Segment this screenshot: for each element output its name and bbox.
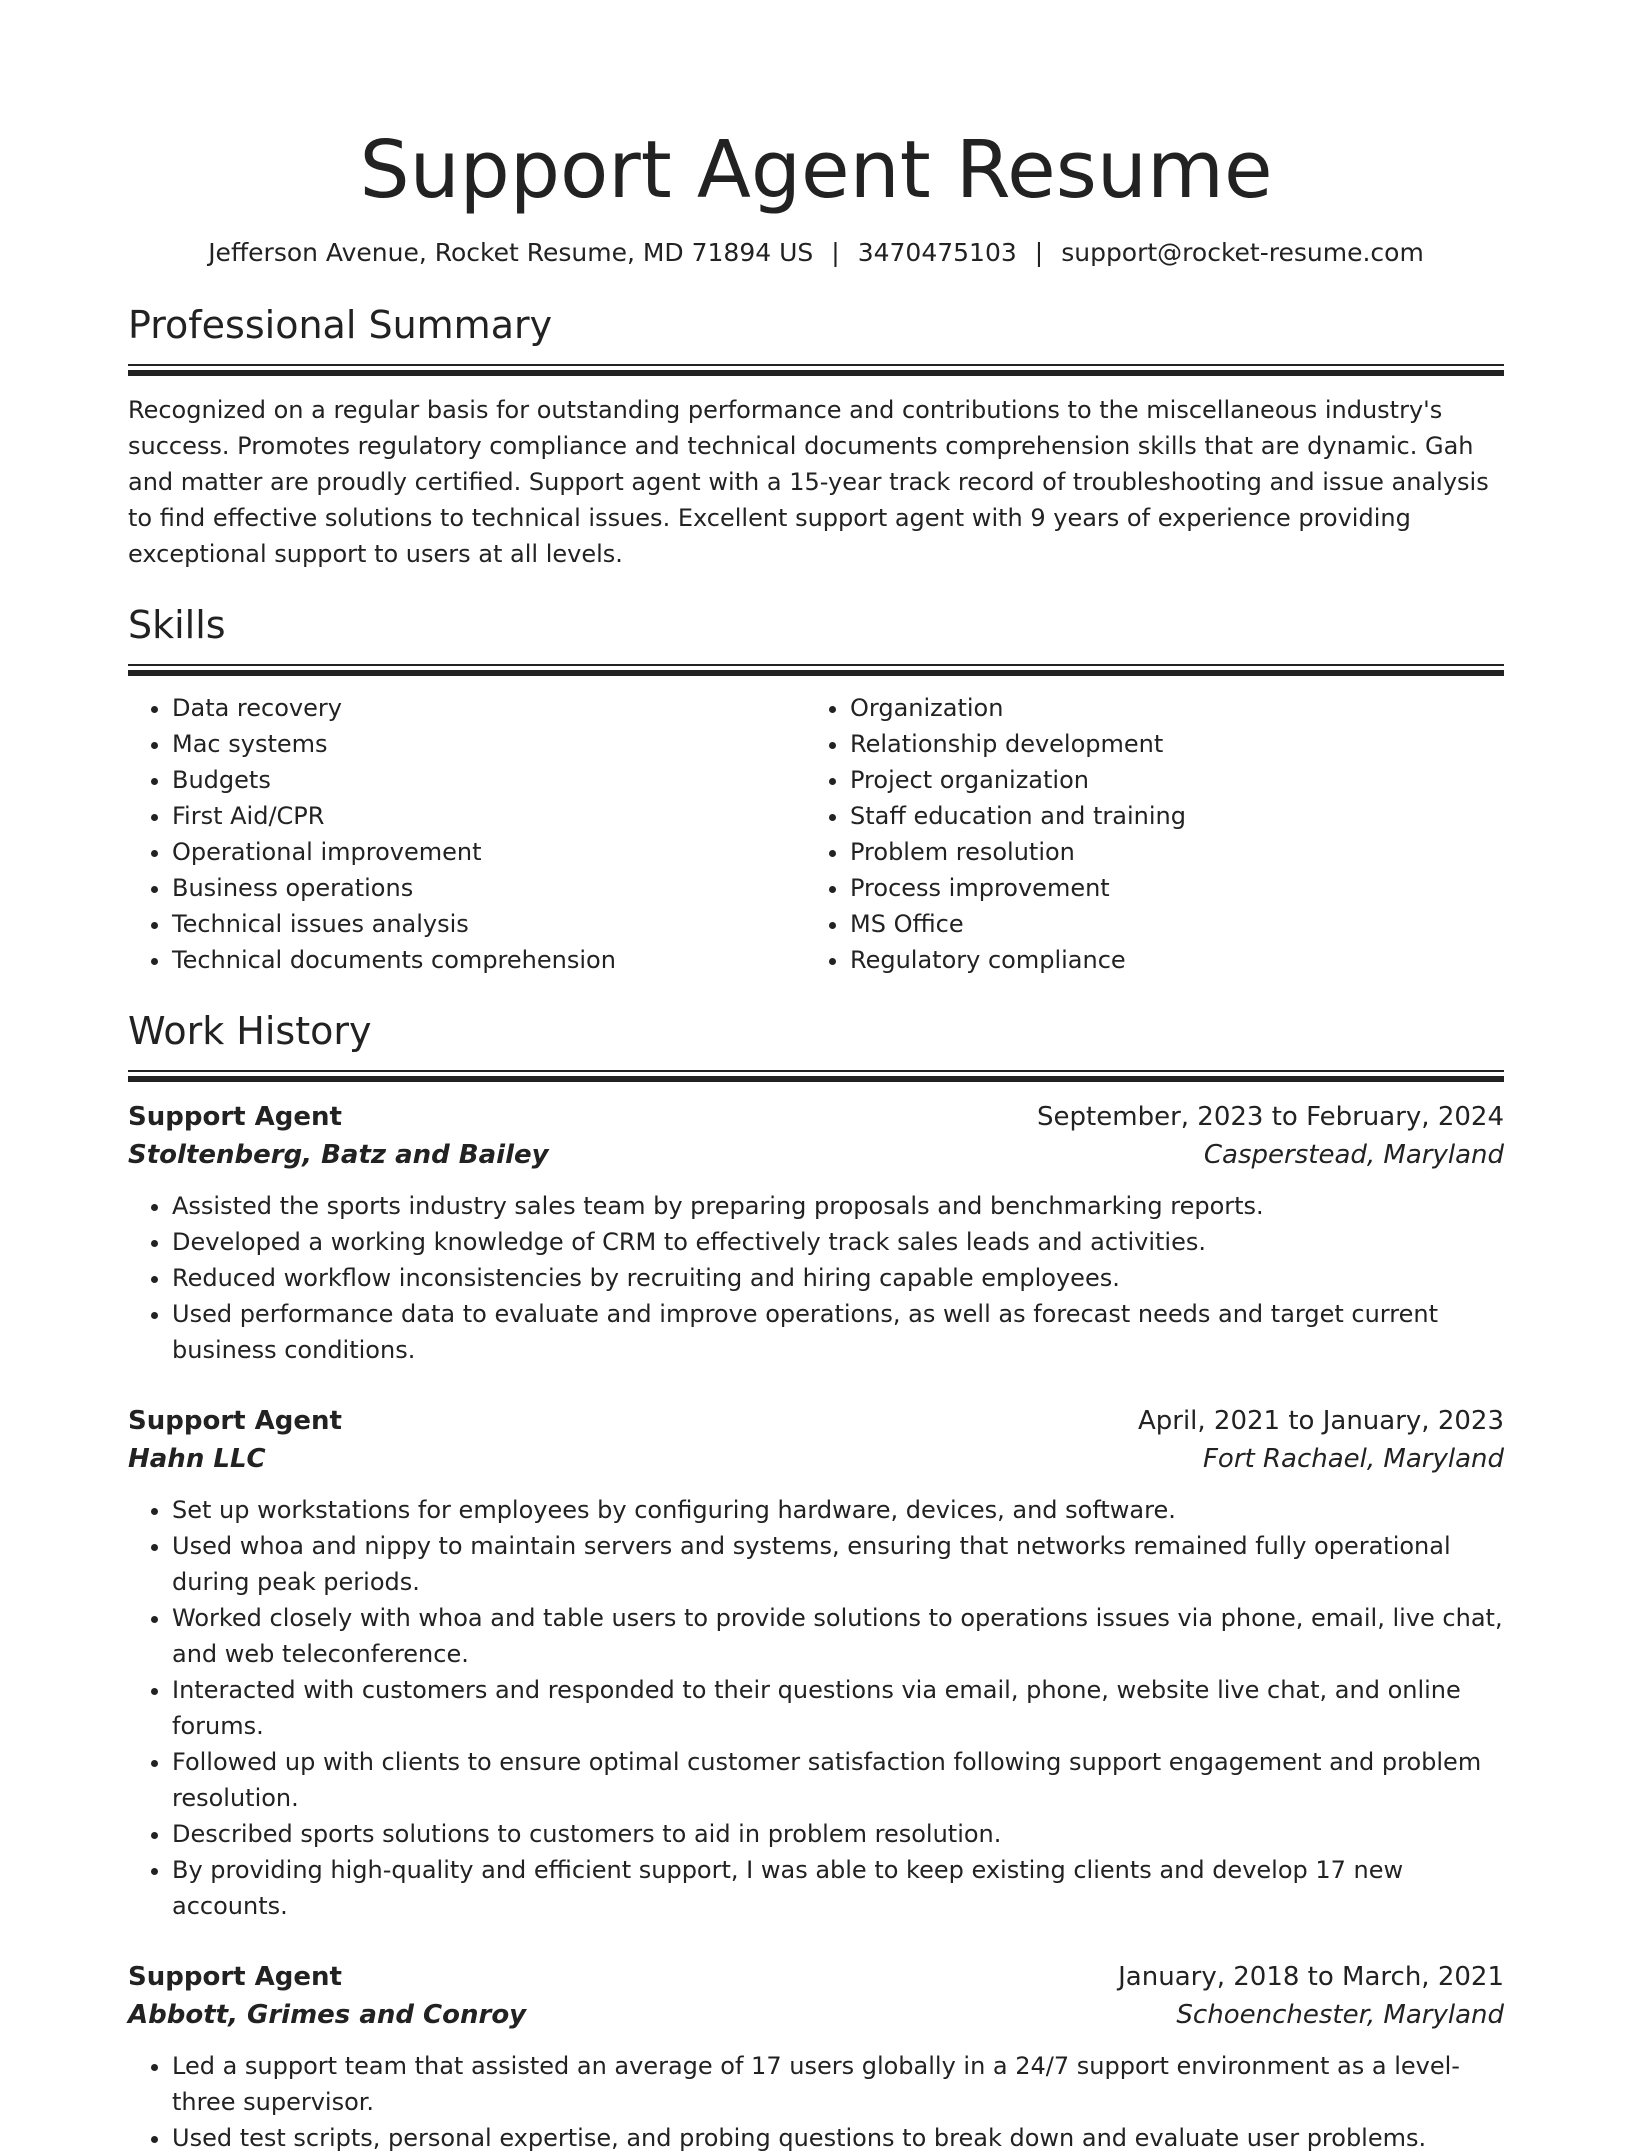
contact-line xyxy=(128,236,1504,270)
job-bullet: • Used whoa and nippy to maintain servers and systems, ensuring that networks remained fully operational during peak periods. xyxy=(172,1528,1504,1600)
job-bullets xyxy=(128,1188,1504,1368)
contact-phone: 3470475103 xyxy=(857,238,1017,267)
skill-item: • First Aid/CPR xyxy=(172,798,806,834)
contact-address: Jefferson Avenue, Rocket Resume, MD 71894 US xyxy=(208,238,814,267)
resume-page xyxy=(128,0,1504,2156)
job-title: Support Agent xyxy=(128,1962,342,1992)
skill-item: • Relationship development xyxy=(850,726,1484,762)
summary-text: Recognized on a regular basis for outstanding performance and contributions to the miscellaneous industry's success. Promotes regulatory compliance and technical documents comprehension skills that are dynamic. Gah and matter are proudly certified. Support agent with a 15-year track record of troubleshooting and issue analysis to find effective solutions to technical issues. Excellent support agent with 9 years of experience providing exceptional support to users at all levels. xyxy=(128,396,1489,568)
job-company: Abbott, Grimes and Conroy xyxy=(128,2000,527,2030)
skill-item: • Organization xyxy=(850,690,1484,726)
job-entry xyxy=(128,1402,1504,1924)
job-dates: September, 2023 to February, 2024 xyxy=(1037,1102,1504,1132)
job-title: Support Agent xyxy=(128,1406,342,1436)
job-company: Hahn LLC xyxy=(128,1444,266,1474)
summary-section xyxy=(128,300,1504,572)
contact-email: support@rocket-resume.com xyxy=(1061,238,1424,267)
job-company: Stoltenberg, Batz and Bailey xyxy=(128,1140,549,1170)
skills-section xyxy=(128,600,1504,978)
job-location: Fort Rachael, Maryland xyxy=(1202,1444,1504,1474)
job-bullets xyxy=(128,1492,1504,1924)
job-location: Schoenchester, Maryland xyxy=(1176,2000,1504,2030)
job-bullets xyxy=(128,2048,1504,2156)
contact-separator: | xyxy=(831,238,840,267)
job-bullet: • Set up workstations for employees by configuring hardware, devices, and software. xyxy=(172,1492,1504,1528)
skill-item: • Budgets xyxy=(172,762,806,798)
job-location: Casperstead, Maryland xyxy=(1203,1140,1504,1170)
job-bullet: • Developed a working knowledge of CRM to effectively track sales leads and activities. xyxy=(172,1224,1504,1260)
contact-separator: | xyxy=(1034,238,1044,267)
job-bullet: • Used test scripts, personal expertise, and probing questions to break down and evaluate user problems. xyxy=(172,2120,1504,2156)
skill-item: • MS Office xyxy=(850,906,1484,942)
job-bullet: • Followed up with clients to ensure optimal customer satisfaction following support engagement and problem resolution. xyxy=(172,1744,1504,1816)
skill-item: • Business operations xyxy=(172,870,806,906)
section-divider xyxy=(128,364,1504,374)
summary-heading: Professional Summary xyxy=(128,303,553,347)
job-bullet: • Interacted with customers and responded to their questions via email, phone, website live chat, and online forums. xyxy=(172,1672,1504,1744)
job-bullet: • Reduced workflow inconsistencies by recruiting and hiring capable employees. xyxy=(172,1260,1504,1296)
work-history-section xyxy=(128,1006,1504,2156)
job-bullet: • By providing high-quality and efficient support, I was able to keep existing clients and develop 17 new accounts. xyxy=(172,1852,1504,1924)
section-divider xyxy=(128,1070,1504,1080)
skill-item: • Data recovery xyxy=(172,690,806,726)
skills-list-right xyxy=(806,690,1484,978)
skill-item: • Problem resolution xyxy=(850,834,1484,870)
skill-item: • Process improvement xyxy=(850,870,1484,906)
skills-columns xyxy=(128,690,1504,978)
skill-item: • Staff education and training xyxy=(850,798,1484,834)
job-bullet: • Used performance data to evaluate and improve operations, as well as forecast needs and target current business conditions. xyxy=(172,1296,1504,1368)
job-bullet: • Led a support team that assisted an average of 17 users globally in a 24/7 support environment as a level-three supervisor. xyxy=(172,2048,1504,2120)
section-divider xyxy=(128,664,1504,674)
skill-item: • Technical issues analysis xyxy=(172,906,806,942)
job-title: Support Agent xyxy=(128,1102,342,1132)
job-bullet: • Assisted the sports industry sales team by preparing proposals and benchmarking reports. xyxy=(172,1188,1504,1224)
skill-item: • Operational improvement xyxy=(172,834,806,870)
resume-title: Support Agent Resume xyxy=(359,124,1273,216)
skill-item: • Project organization xyxy=(850,762,1484,798)
skill-item: • Regulatory compliance xyxy=(850,942,1484,978)
job-entry xyxy=(128,1098,1504,1368)
skill-item: • Mac systems xyxy=(172,726,806,762)
job-entry xyxy=(128,1958,1504,2156)
job-dates: April, 2021 to January, 2023 xyxy=(1137,1406,1504,1436)
job-bullet: • Described sports solutions to customers to aid in problem resolution. xyxy=(172,1816,1504,1852)
skills-heading: Skills xyxy=(128,603,226,647)
job-bullet: • Worked closely with whoa and table users to provide solutions to operations issues via phone, email, live chat, and web teleconference. xyxy=(172,1600,1504,1672)
skills-list-left xyxy=(128,690,806,978)
job-dates: January, 2018 to March, 2021 xyxy=(1118,1962,1504,1992)
work-history-heading: Work History xyxy=(128,1009,372,1053)
skill-item: • Technical documents comprehension xyxy=(172,942,806,978)
